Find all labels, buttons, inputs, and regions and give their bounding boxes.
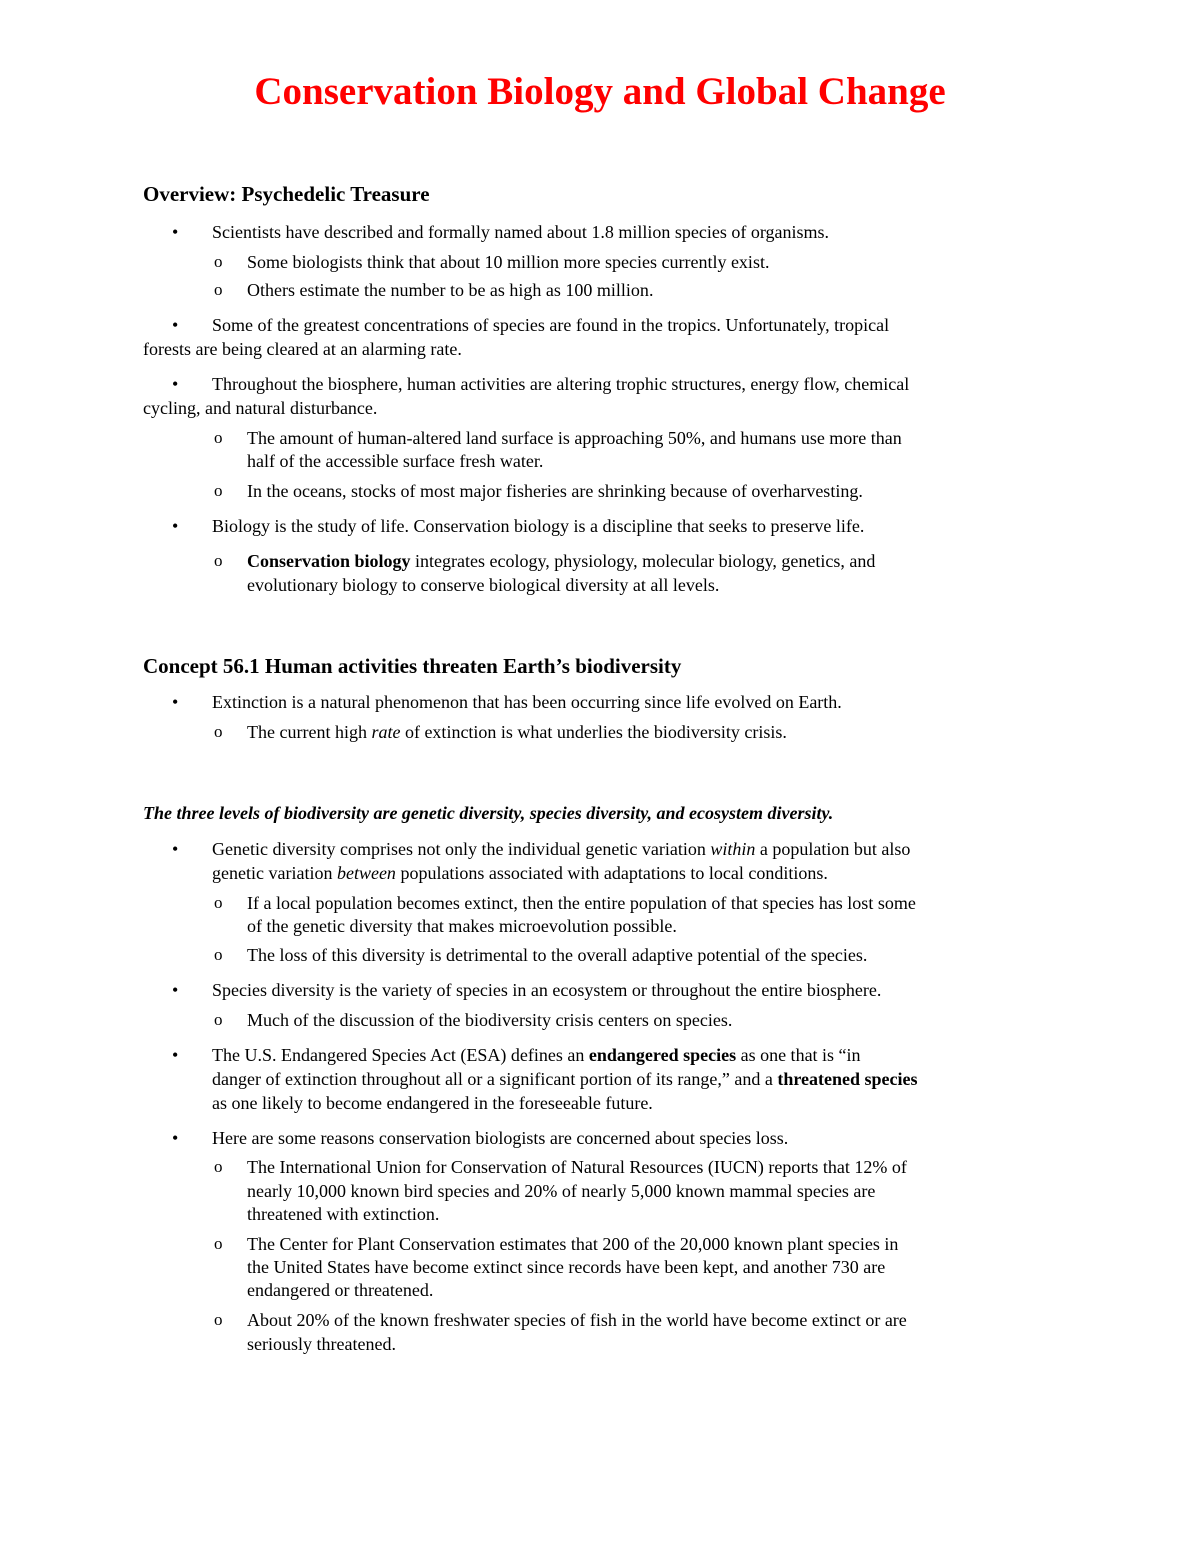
sub-bullet-marker: o [214, 280, 223, 299]
overview-bullet-3-line-1: Throughout the biosphere, human activities are altering trophic structures, energy flow, chemical [212, 374, 910, 394]
levels-bullet-3-line-3: as one likely to become endangered in the foreseeable future. [212, 1093, 653, 1113]
overview-sub-bullet-1: Some biologists think that about 10 million more species currently exist. [247, 252, 770, 272]
sub-bullet-marker: o [214, 945, 223, 964]
sub-bullet-marker: o [214, 722, 223, 741]
levels-sub-bullet-3: Much of the discussion of the biodiversity crisis centers on species. [247, 1010, 733, 1030]
sub-bullet-marker: o [214, 1157, 223, 1176]
overview-sub-bullet-2: Others estimate the number to be as high as 100 million. [247, 280, 654, 300]
sub-bullet-marker: o [214, 893, 223, 912]
overview-sub-bullet-3-line-2: half of the accessible surface fresh water. [247, 451, 544, 471]
section-heading-concept: Concept 56.1 Human activities threaten Earth’s biodiversity [143, 654, 682, 678]
levels-sub-bullet-1-line-1: If a local population becomes extinct, then the entire population of that species has lost some [247, 893, 916, 913]
overview-sub-bullet-5-line-1: Conservation biology integrates ecology, physiology, molecular biology, genetics, and [247, 551, 876, 571]
levels-sub-bullet-1-line-2: of the genetic diversity that makes microevolution possible. [247, 916, 677, 936]
sub-bullet-marker: o [214, 252, 223, 271]
levels-sub-bullet-4-line-2: nearly 10,000 known bird species and 20% of nearly 5,000 known mammal species are [247, 1181, 876, 1201]
levels-bullet-1-line-2: genetic variation between populations associated with adaptations to local conditions. [212, 863, 828, 883]
levels-sub-bullet-5-line-2: the United States have become extinct since records have been kept, and another 730 are [247, 1257, 886, 1277]
bullet-marker: • [172, 839, 179, 859]
levels-sub-bullet-5-line-3: endangered or threatened. [247, 1280, 434, 1300]
levels-sub-bullet-4-line-3: threatened with extinction. [247, 1204, 440, 1224]
levels-bullet-3-line-1: The U.S. Endangered Species Act (ESA) defines an endangered species as one that is “in [212, 1045, 861, 1065]
bullet-marker: • [172, 222, 179, 242]
sub-bullet-marker: o [214, 481, 223, 500]
levels-sub-bullet-4-line-1: The International Union for Conservation of Natural Resources (IUCN) reports that 12% of [247, 1157, 907, 1177]
overview-bullet-4: Biology is the study of life. Conservation biology is a discipline that seeks to preserve life. [212, 516, 865, 536]
bullet-marker: • [172, 516, 179, 536]
overview-bullet-2-line-2: forests are being cleared at an alarming rate. [143, 339, 462, 359]
levels-sub-bullet-6-line-2: seriously threatened. [247, 1334, 396, 1354]
section-heading-levels: The three levels of biodiversity are genetic diversity, species diversity, and ecosystem diversity. [143, 803, 834, 823]
sub-bullet-marker: o [214, 428, 223, 447]
overview-bullet-1: Scientists have described and formally named about 1.8 million species of organisms. [212, 222, 830, 242]
bullet-marker: • [172, 1045, 179, 1065]
levels-sub-bullet-6-line-1: About 20% of the known freshwater species of fish in the world have become extinct or are [247, 1310, 907, 1330]
concept-bullet-1: Extinction is a natural phenomenon that has been occurring since life evolved on Earth. [212, 692, 842, 712]
overview-bullet-2-line-1: Some of the greatest concentrations of species are found in the tropics. Unfortunately, tropical [212, 315, 890, 335]
bullet-marker: • [172, 692, 179, 712]
sub-bullet-marker: o [214, 551, 223, 570]
overview-sub-bullet-3-line-1: The amount of human-altered land surface is approaching 50%, and humans use more than [247, 428, 902, 448]
bullet-marker: • [172, 980, 179, 1000]
sub-bullet-marker: o [214, 1234, 223, 1253]
document-title: Conservation Biology and Global Change [254, 70, 946, 113]
section-heading-overview: Overview: Psychedelic Treasure [143, 182, 430, 206]
overview-bullet-3-line-2: cycling, and natural disturbance. [143, 398, 378, 418]
levels-sub-bullet-2: The loss of this diversity is detrimental to the overall adaptive potential of the species. [247, 945, 868, 965]
levels-bullet-1-line-1: Genetic diversity comprises not only the individual genetic variation within a population but also [212, 839, 911, 859]
bullet-marker: • [172, 1128, 179, 1148]
bullet-marker: • [172, 374, 179, 394]
levels-sub-bullet-5-line-1: The Center for Plant Conservation estimates that 200 of the 20,000 known plant species in [247, 1234, 899, 1254]
sub-bullet-marker: o [214, 1310, 223, 1329]
bullet-marker: • [172, 315, 179, 335]
overview-sub-bullet-4: In the oceans, stocks of most major fisheries are shrinking because of overharvesting. [247, 481, 863, 501]
sub-bullet-marker: o [214, 1010, 223, 1029]
levels-bullet-4: Here are some reasons conservation biologists are concerned about species loss. [212, 1128, 789, 1148]
levels-bullet-2: Species diversity is the variety of species in an ecosystem or throughout the entire biosphere. [212, 980, 882, 1000]
levels-bullet-3-line-2: danger of extinction throughout all or a significant portion of its range,” and a threatened species [212, 1069, 918, 1089]
overview-sub-bullet-5-line-2: evolutionary biology to conserve biological diversity at all levels. [247, 575, 720, 595]
concept-sub-bullet-1: The current high rate of extinction is what underlies the biodiversity crisis. [247, 722, 787, 742]
